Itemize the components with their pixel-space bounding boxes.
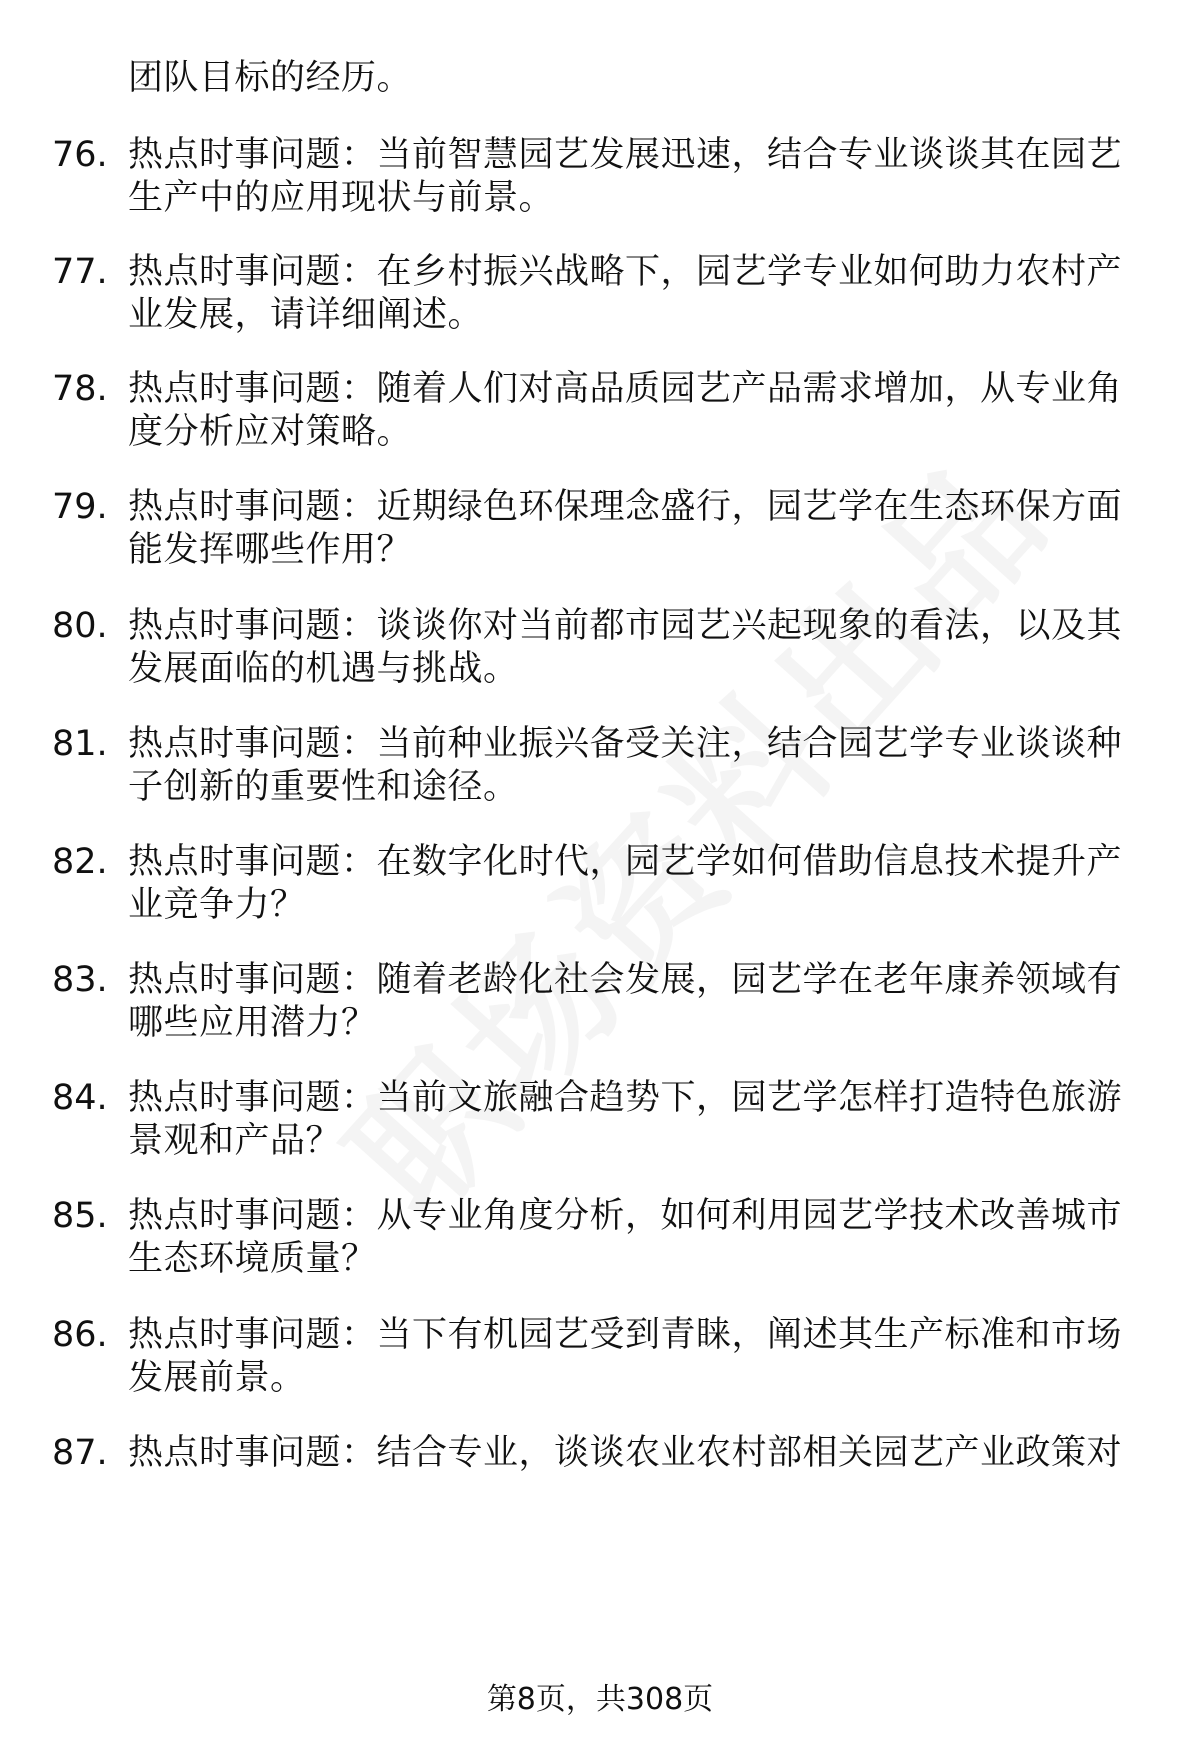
item-number: 85. [52,1196,108,1236]
item-line: 景观和产品？ [128,1121,342,1161]
item-line: 热点时事问题：结合专业，谈谈农业农村部相关园艺产业政策对 [128,1433,1123,1473]
item-line: 热点时事问题：当前文旅融合趋势下，园艺学怎样打造特色旅游 [128,1078,1123,1118]
item-line: 热点时事问题：随着老龄化社会发展，园艺学在老年康养领域有 [128,960,1123,1000]
item-line: 热点时事问题：从专业角度分析，如何利用园艺学技术改善城市 [128,1196,1123,1236]
item-line: 热点时事问题：当前智慧园艺发展迅速，结合专业谈谈其在园艺 [128,135,1123,175]
item-line: 能发挥哪些作用？ [128,530,413,570]
item-line: 子创新的重要性和途径。 [128,767,519,807]
item-line: 热点时事问题：当下有机园艺受到青睐，阐述其生产标准和市场 [128,1315,1123,1355]
item-number: 79. [52,487,108,527]
item-number: 76. [52,135,108,175]
item-number: 81. [52,724,108,764]
item-line: 生态环境质量？ [128,1239,377,1279]
item-line: 热点时事问题：谈谈你对当前都市园艺兴起现象的看法，以及其 [128,606,1123,646]
item-number: 78. [52,369,108,409]
item-line: 发展面临的机遇与挑战。 [128,649,519,689]
item-line: 热点时事问题：随着人们对高品质园艺产品需求增加，从专业角 [128,369,1123,409]
item-number: 80. [52,606,108,646]
item-line: 热点时事问题：在乡村振兴战略下，园艺学专业如何助力农村产 [128,252,1123,292]
item-line: 度分析应对策略。 [128,412,413,452]
item-line: 热点时事问题：当前种业振兴备受关注，结合园艺学专业谈谈种 [128,724,1123,764]
intro-line: 团队目标的经历。 [128,58,413,98]
item-number: 87. [52,1433,108,1473]
item-number: 83. [52,960,108,1000]
item-number: 82. [52,842,108,882]
item-line: 业发展，请详细阐述。 [128,295,484,335]
item-number: 86. [52,1315,108,1355]
item-line: 热点时事问题：在数字化时代，园艺学如何借助信息技术提升产 [128,842,1123,882]
item-line: 生产中的应用现状与前景。 [128,178,555,218]
item-line: 热点时事问题：近期绿色环保理念盛行，园艺学在生态环保方面 [128,487,1123,527]
item-number: 77. [52,252,108,292]
item-number: 84. [52,1078,108,1118]
page-footer: 第8页，共308页 [486,1682,714,1717]
item-line: 哪些应用潜力？ [128,1003,377,1043]
item-line: 发展前景。 [128,1358,306,1398]
item-line: 业竞争力？ [128,885,306,925]
